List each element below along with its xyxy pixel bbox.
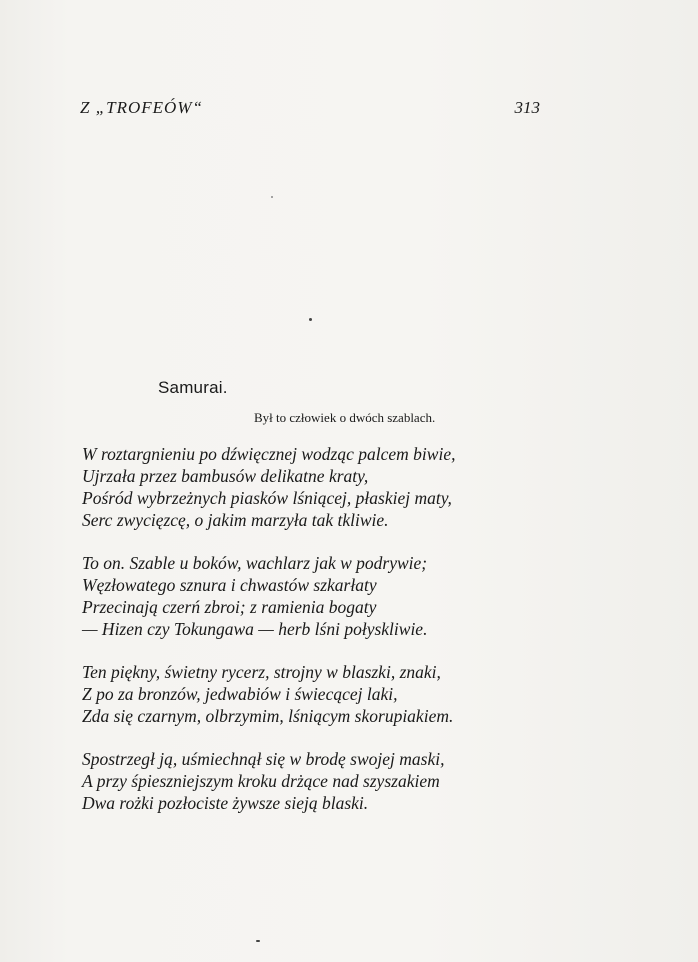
poem-line: Spostrzegł ją, uśmiechnął się w brodę swojej maski, xyxy=(82,749,445,769)
running-head xyxy=(80,98,540,124)
poem-line: Z po za bronzów, jedwabiów i świecącej laki, xyxy=(82,684,398,704)
speck-mark xyxy=(309,318,312,321)
poem-title: Samurai. xyxy=(158,378,228,397)
poem-line: Pośród wybrzeżnych piasków lśniącej, płaskiej maty, xyxy=(82,488,452,508)
poem-line: Przecinają czerń zbroi; z ramienia bogaty xyxy=(82,597,377,617)
poem-line: Zda się czarnym, olbrzymim, lśniącym skorupiakiem. xyxy=(82,706,454,726)
speck-mark xyxy=(256,940,260,942)
poem-body xyxy=(82,443,552,835)
speck-mark xyxy=(271,196,273,198)
poem-line: Węzłowatego sznura i chwastów szkarłaty xyxy=(82,575,377,595)
stanza-4 xyxy=(82,748,552,814)
poem-line: — Hizen czy Tokungawa — herb lśni połyskliwie. xyxy=(82,619,428,639)
poem-line: Ten piękny, świetny rycerz, strojny w blaszki, znaki, xyxy=(82,662,441,682)
poem-line: A przy śpieszniejszym kroku drżące nad szyszakiem xyxy=(82,771,440,791)
poem-line: Ujrzała przez bambusów delikatne kraty, xyxy=(82,466,369,486)
poem-line: Dwa rożki pozłociste żywsze sieją blaski. xyxy=(82,793,369,813)
poem-epigraph: Był to człowiek o dwóch szablach. xyxy=(254,410,436,425)
poem-line: To on. Szable u boków, wachlarz jak w podrywie; xyxy=(82,553,428,573)
poem-line: W roztargnieniu po dźwięcznej wodząc palcem biwie, xyxy=(82,444,456,464)
page-number: 313 xyxy=(514,98,540,117)
stanza-1 xyxy=(82,443,552,531)
poem-line: Serc zwycięzcę, o jakim marzyła tak tkliwie. xyxy=(82,510,389,530)
section-title: Z „TROFEÓW“ xyxy=(80,98,203,117)
stanza-3 xyxy=(82,661,552,727)
stanza-2 xyxy=(82,552,552,640)
